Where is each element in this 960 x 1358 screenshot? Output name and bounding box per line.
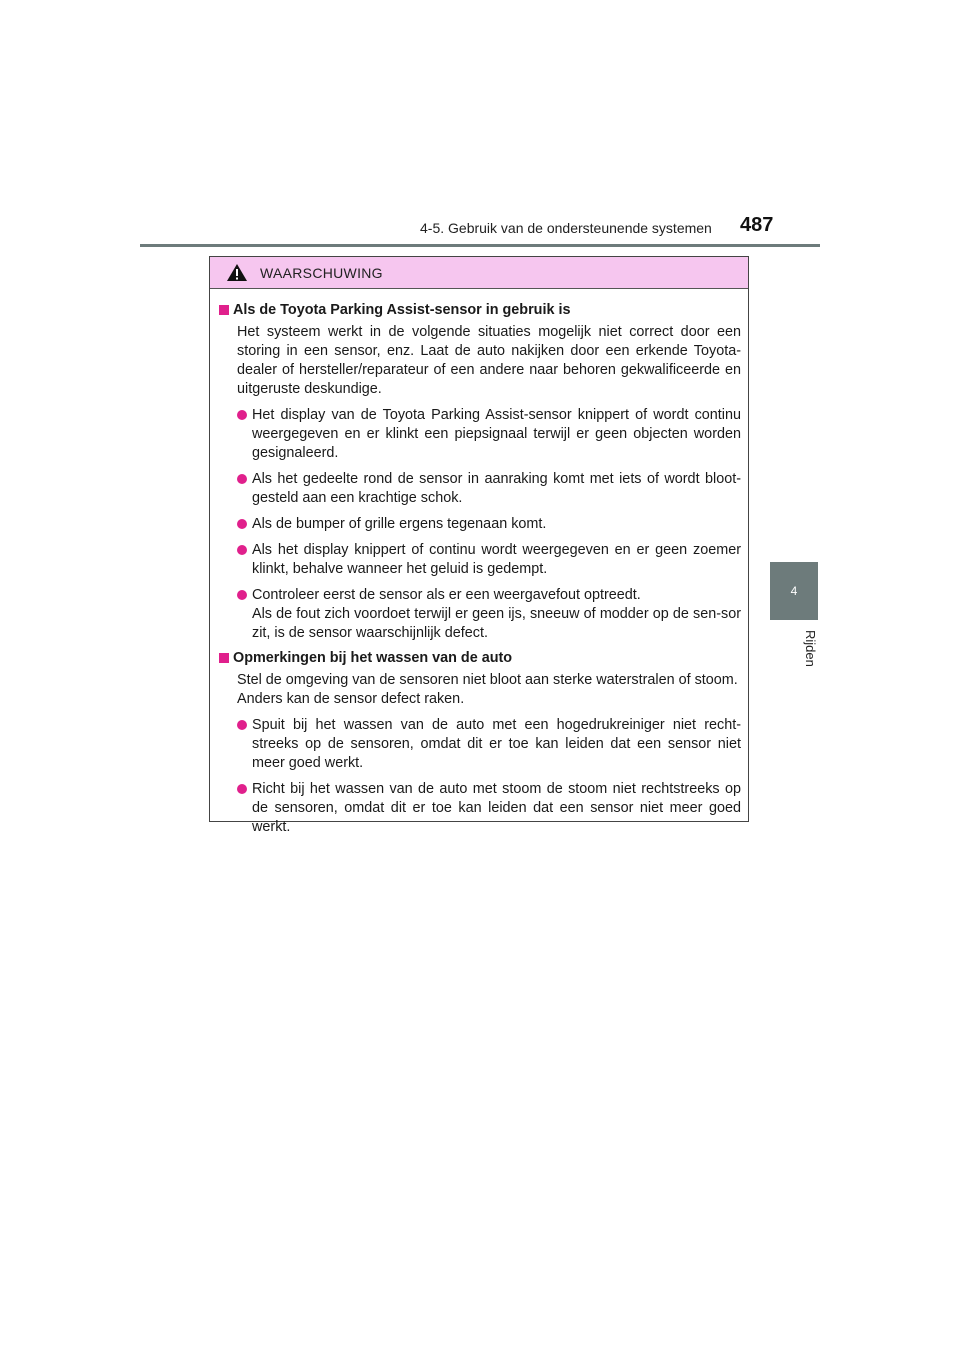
warning-section — [219, 301, 741, 643]
list-item — [237, 586, 741, 643]
chapter-tab — [770, 562, 818, 620]
list-item-text: Spuit bij het wassen van de auto met een hogedrukreiniger niet recht-streeks op de sensoren, omdat dit er toe kan leiden dat een sensor niet meer goed werkt. — [252, 717, 741, 771]
section-heading — [219, 301, 741, 320]
page-number: 487 — [740, 214, 774, 236]
warning-box — [209, 256, 749, 835]
list-item-line: Als de fout zich voordoet terwijl er geen ijs, sneeuw of modder op de sen-sor zit, is de sensor waarschijnlijk defect. — [252, 606, 741, 641]
chapter-number: 4 — [790, 584, 798, 598]
list-item — [237, 406, 741, 463]
square-bullet-icon — [219, 653, 229, 663]
list-item-text: Als de bumper of grille ergens tegenaan komt. — [252, 516, 547, 532]
list-item-text: Als het display knippert of continu wordt weergegeven en er geen zoemer klinkt, behalve wanneer het geluid is gedempt. — [252, 542, 741, 577]
section-heading-text: Als de Toyota Parking Assist-sensor in gebruik is — [233, 302, 571, 318]
section-paragraph: Stel de omgeving van de sensoren niet bloot aan sterke waterstralen of stoom. — [237, 672, 738, 688]
chapter-label: Rijden — [803, 630, 818, 667]
section-heading — [219, 649, 741, 668]
warning-section — [219, 649, 741, 837]
round-bullet-icon — [237, 720, 247, 730]
header-divider — [140, 244, 820, 247]
section-heading-text: Opmerkingen bij het wassen van de auto — [233, 650, 513, 666]
list-item-text: Het display van de Toyota Parking Assist-sensor knippert of wordt continu weergegeven en er klinkt een piepsignaal terwijl er geen objecten worden gesignaleerd. — [252, 407, 741, 461]
round-bullet-icon — [237, 590, 247, 600]
list-item — [237, 470, 741, 508]
warning-title: WAARSCHUWING — [260, 264, 383, 281]
list-item — [237, 515, 741, 534]
round-bullet-icon — [237, 519, 247, 529]
round-bullet-icon — [237, 474, 247, 484]
round-bullet-icon — [237, 784, 247, 794]
section-paragraph: Het systeem werkt in de volgende situaties mogelijk niet correct door een storing in een sensor, enz. Laat de auto nakijken door een erkende Toyota-dealer of hersteller/reparateur of een andere naar behoren gekwalificeerde en uitgeruste deskundige. — [237, 324, 741, 397]
list-item-text: Richt bij het wassen van de auto met stoom de stoom niet rechtstreeks op de sensoren, omdat dit er toe kan leiden dat een sensor niet meer goed werkt. — [252, 781, 741, 835]
list-item-line: Controleer eerst de sensor als er een weergavefout optreedt. — [252, 587, 641, 603]
section-title: 4-5. Gebruik van de ondersteunende systemen — [420, 220, 712, 236]
list-item — [237, 541, 741, 579]
round-bullet-icon — [237, 410, 247, 420]
list-item — [237, 780, 741, 837]
warning-triangle-icon — [226, 263, 248, 282]
square-bullet-icon — [219, 305, 229, 315]
list-item-text: Als het gedeelte rond de sensor in aanraking komt met iets of wordt bloot-gesteld aan een krachtige schok. — [252, 471, 741, 506]
section-paragraph: Anders kan de sensor defect raken. — [237, 691, 465, 707]
warning-header — [210, 257, 748, 289]
round-bullet-icon — [237, 545, 247, 555]
warning-body — [210, 289, 748, 837]
list-item-text — [252, 586, 741, 643]
list-item — [237, 716, 741, 773]
